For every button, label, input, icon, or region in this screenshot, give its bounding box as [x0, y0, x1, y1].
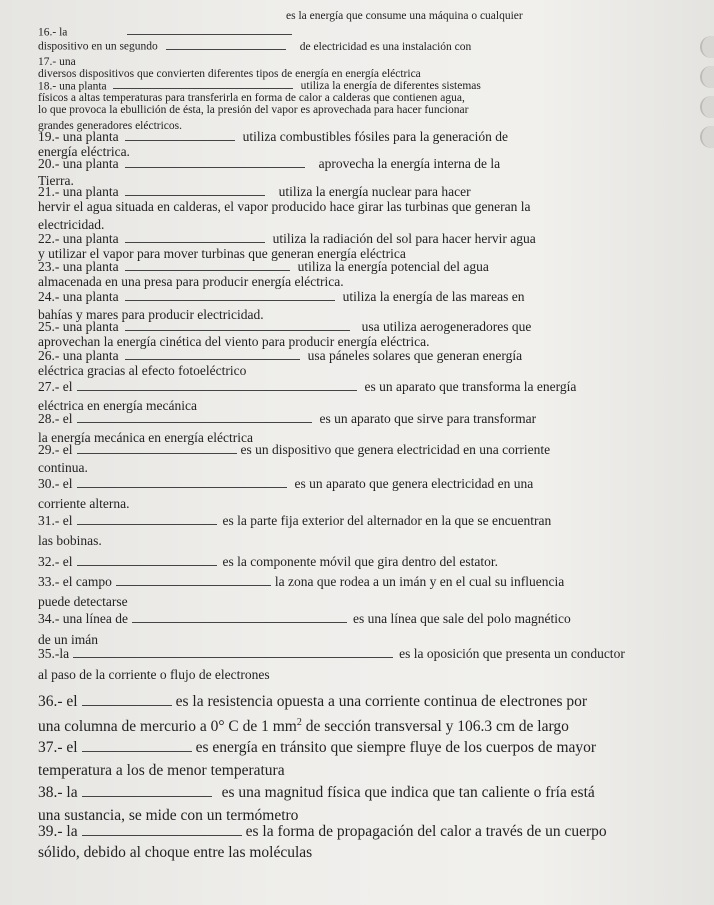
question-text: es la parte fija exterior del alternador en la que se encuentran — [222, 513, 552, 529]
question-number: 39.- la — [38, 822, 78, 840]
question-number: 25.- una planta — [38, 319, 119, 335]
question-text: es energía en tránsito que siempre fluye de los cuerpos de mayor — [195, 738, 597, 756]
question-text: utiliza la energía nuclear para hacer — [278, 184, 471, 200]
answer-blank[interactable] — [82, 821, 242, 836]
question-text: puede detectarse — [38, 594, 128, 610]
question-text: la energía mecánica en energía eléctrica — [38, 430, 253, 446]
question-text: utiliza la energía de las mareas en — [342, 289, 525, 305]
question-17 — [38, 56, 674, 80]
question-21 — [38, 183, 674, 232]
question-number: 27.- el — [38, 379, 73, 395]
answer-blank[interactable] — [77, 512, 217, 525]
question-text: usa páneles solares que generan energía — [307, 348, 523, 364]
question-text: temperatura a los de menor temperatura — [38, 761, 285, 779]
question-text: almacenada en una presa para producir energía eléctrica. — [38, 274, 344, 290]
question-text: es un dispositivo que genera electricidad en una corriente — [240, 442, 551, 458]
question-number: 22.- una planta — [38, 231, 119, 247]
answer-blank[interactable] — [82, 691, 172, 706]
question-number: 38.- la — [38, 783, 78, 801]
question-number: 33.- el campo — [38, 574, 112, 590]
question-number: 35.-la — [38, 646, 70, 662]
question-text: es una magnitud física que indica que tan caliente o fría está — [221, 783, 595, 801]
question-text: de electricidad es una instalación con — [299, 40, 472, 53]
question-number: 37.- el — [38, 738, 78, 756]
question-number: 21.- una planta — [38, 184, 119, 200]
question-16 — [38, 10, 674, 53]
question-text: es un aparato que genera electricidad en una — [294, 476, 534, 492]
question-number: 17.- una — [38, 56, 76, 68]
question-18 — [38, 78, 674, 132]
question-text: aprovecha la energía interna de la — [318, 156, 501, 172]
question-36 — [38, 691, 674, 735]
question-26 — [38, 347, 674, 378]
answer-blank[interactable] — [166, 38, 286, 49]
question-number: 24.- una planta — [38, 289, 119, 305]
question-29 — [38, 441, 674, 475]
question-text: eléctrica gracias al efecto fotoeléctrico — [38, 363, 247, 379]
question-text: sólido, debido al choque entre las moléculas — [38, 843, 313, 861]
question-text: es una línea que sale del polo magnético — [352, 611, 571, 627]
question-text: eléctrica en energía mecánica — [38, 398, 198, 414]
question-39 — [38, 821, 674, 861]
question-number: 30.- el — [38, 476, 73, 492]
question-number: 29.- el — [38, 442, 73, 458]
answer-blank[interactable] — [125, 183, 265, 196]
question-text: bahías y mares para producir electricidad. — [38, 307, 264, 323]
question-number: 34.- una línea de — [38, 611, 128, 627]
answer-blank[interactable] — [125, 230, 265, 243]
question-text: utiliza la energía potencial del agua — [297, 259, 489, 275]
question-number: 28.- el — [38, 411, 73, 427]
binder-ring — [700, 66, 714, 88]
question-text: lo que provoca la ebullición de ésta, la presión del vapor es aprovechada para hacer funcionar — [38, 104, 469, 117]
question-text: físicos a altas temperaturas para transferirla en forma de calor a calderas que contienen agua, — [38, 92, 465, 105]
question-38 — [38, 782, 674, 824]
question-text: es la componente móvil que gira dentro del estator. — [222, 554, 499, 570]
answer-blank[interactable] — [125, 318, 350, 331]
binder-ring — [700, 36, 714, 58]
question-text: utiliza la radiación del sol para hacer hervir agua — [272, 231, 536, 247]
question-34 — [38, 610, 674, 647]
question-text: es la oposición que presenta un conductor — [399, 646, 625, 662]
question-number: 18.- una planta — [38, 80, 107, 93]
answer-blank[interactable] — [125, 288, 335, 301]
question-number: 16.- la — [38, 26, 68, 39]
answer-blank[interactable] — [77, 410, 312, 423]
binder-ring — [700, 96, 714, 118]
question-number: 20.- una planta — [38, 156, 119, 172]
question-text: es la energía que consume una máquina o cualquier — [286, 10, 523, 22]
question-22 — [38, 230, 674, 261]
question-number: 31.- el — [38, 513, 73, 529]
question-text: es un aparato que sirve para transformar — [319, 411, 537, 427]
answer-blank[interactable] — [77, 441, 237, 454]
answer-blank[interactable] — [73, 645, 393, 658]
question-text: electricidad. — [38, 217, 105, 233]
question-32 — [38, 553, 674, 569]
question-27 — [38, 378, 674, 413]
answer-blank[interactable] — [82, 782, 212, 797]
question-text: grandes generadores eléctricos. — [38, 120, 182, 133]
question-text: utiliza combustibles fósiles para la generación de — [242, 129, 509, 145]
question-text: aprovechan la energía cinética del viento para producir energía eléctrica. — [38, 334, 430, 350]
question-text: es la resistencia opuesta a una corriente continua de electrones por — [175, 692, 588, 710]
question-number: 36.- el — [38, 692, 78, 710]
answer-blank[interactable] — [127, 24, 292, 35]
question-text: energía eléctrica. — [38, 144, 130, 160]
question-text: y utilizar el vapor para mover turbinas que generan energía eléctrica — [38, 246, 406, 262]
question-text: la zona que rodea a un imán y en el cual su influencia — [274, 574, 565, 590]
question-text: continua. — [38, 460, 88, 476]
question-text: es la forma de propagación del calor a través de un cuerpo — [245, 822, 607, 840]
question-text: utiliza la energía de diferentes sistemas — [300, 80, 481, 93]
question-number: 23.- una planta — [38, 259, 119, 275]
question-number: 26.- una planta — [38, 348, 119, 364]
answer-blank[interactable] — [125, 347, 300, 360]
question-text: diversos dispositivos que convierten diferentes tipos de energía en energía eléctrica — [38, 68, 421, 80]
question-text: de un imán — [38, 632, 98, 648]
question-text: corriente alterna. — [38, 496, 130, 512]
question-text: al paso de la corriente o flujo de electrones — [38, 667, 270, 683]
question-28 — [38, 410, 674, 445]
question-text: es un aparato que transforma la energía — [364, 379, 577, 395]
question-text: una columna de mercurio a 0° C de 1 mm — [38, 718, 297, 736]
answer-blank[interactable] — [125, 155, 305, 168]
question-30 — [38, 475, 674, 511]
question-text: dispositivo en un segundo — [38, 40, 158, 53]
question-23 — [38, 258, 674, 289]
answer-blank[interactable] — [125, 258, 290, 271]
answer-blank[interactable] — [125, 128, 235, 141]
answer-blank[interactable] — [132, 610, 347, 623]
question-text: Tierra. — [38, 173, 74, 189]
question-31 — [38, 512, 674, 548]
answer-blank[interactable] — [113, 78, 293, 89]
question-37 — [38, 737, 674, 779]
answer-blank[interactable] — [77, 378, 357, 391]
question-text: usa utiliza aerogeneradores que — [361, 319, 532, 335]
question-33 — [38, 573, 674, 609]
superscript: 2 — [296, 716, 302, 728]
binder-ring — [700, 126, 714, 148]
question-35 — [38, 645, 674, 682]
question-25 — [38, 318, 674, 349]
question-number: 32.- el — [38, 554, 73, 570]
answer-blank[interactable] — [116, 573, 271, 586]
answer-blank[interactable] — [77, 553, 217, 566]
question-number: 19.- una planta — [38, 129, 119, 145]
question-text: hervir el agua situada en calderas, el vapor producido hace girar las turbinas que generan la — [38, 199, 531, 215]
answer-blank[interactable] — [77, 475, 287, 488]
answer-blank[interactable] — [82, 737, 192, 752]
question-text: una sustancia, se mide con un termómetro — [38, 806, 299, 824]
question-text: las bobinas. — [38, 533, 102, 549]
question-text: de sección transversal y 106.3 cm de largo — [301, 718, 569, 736]
